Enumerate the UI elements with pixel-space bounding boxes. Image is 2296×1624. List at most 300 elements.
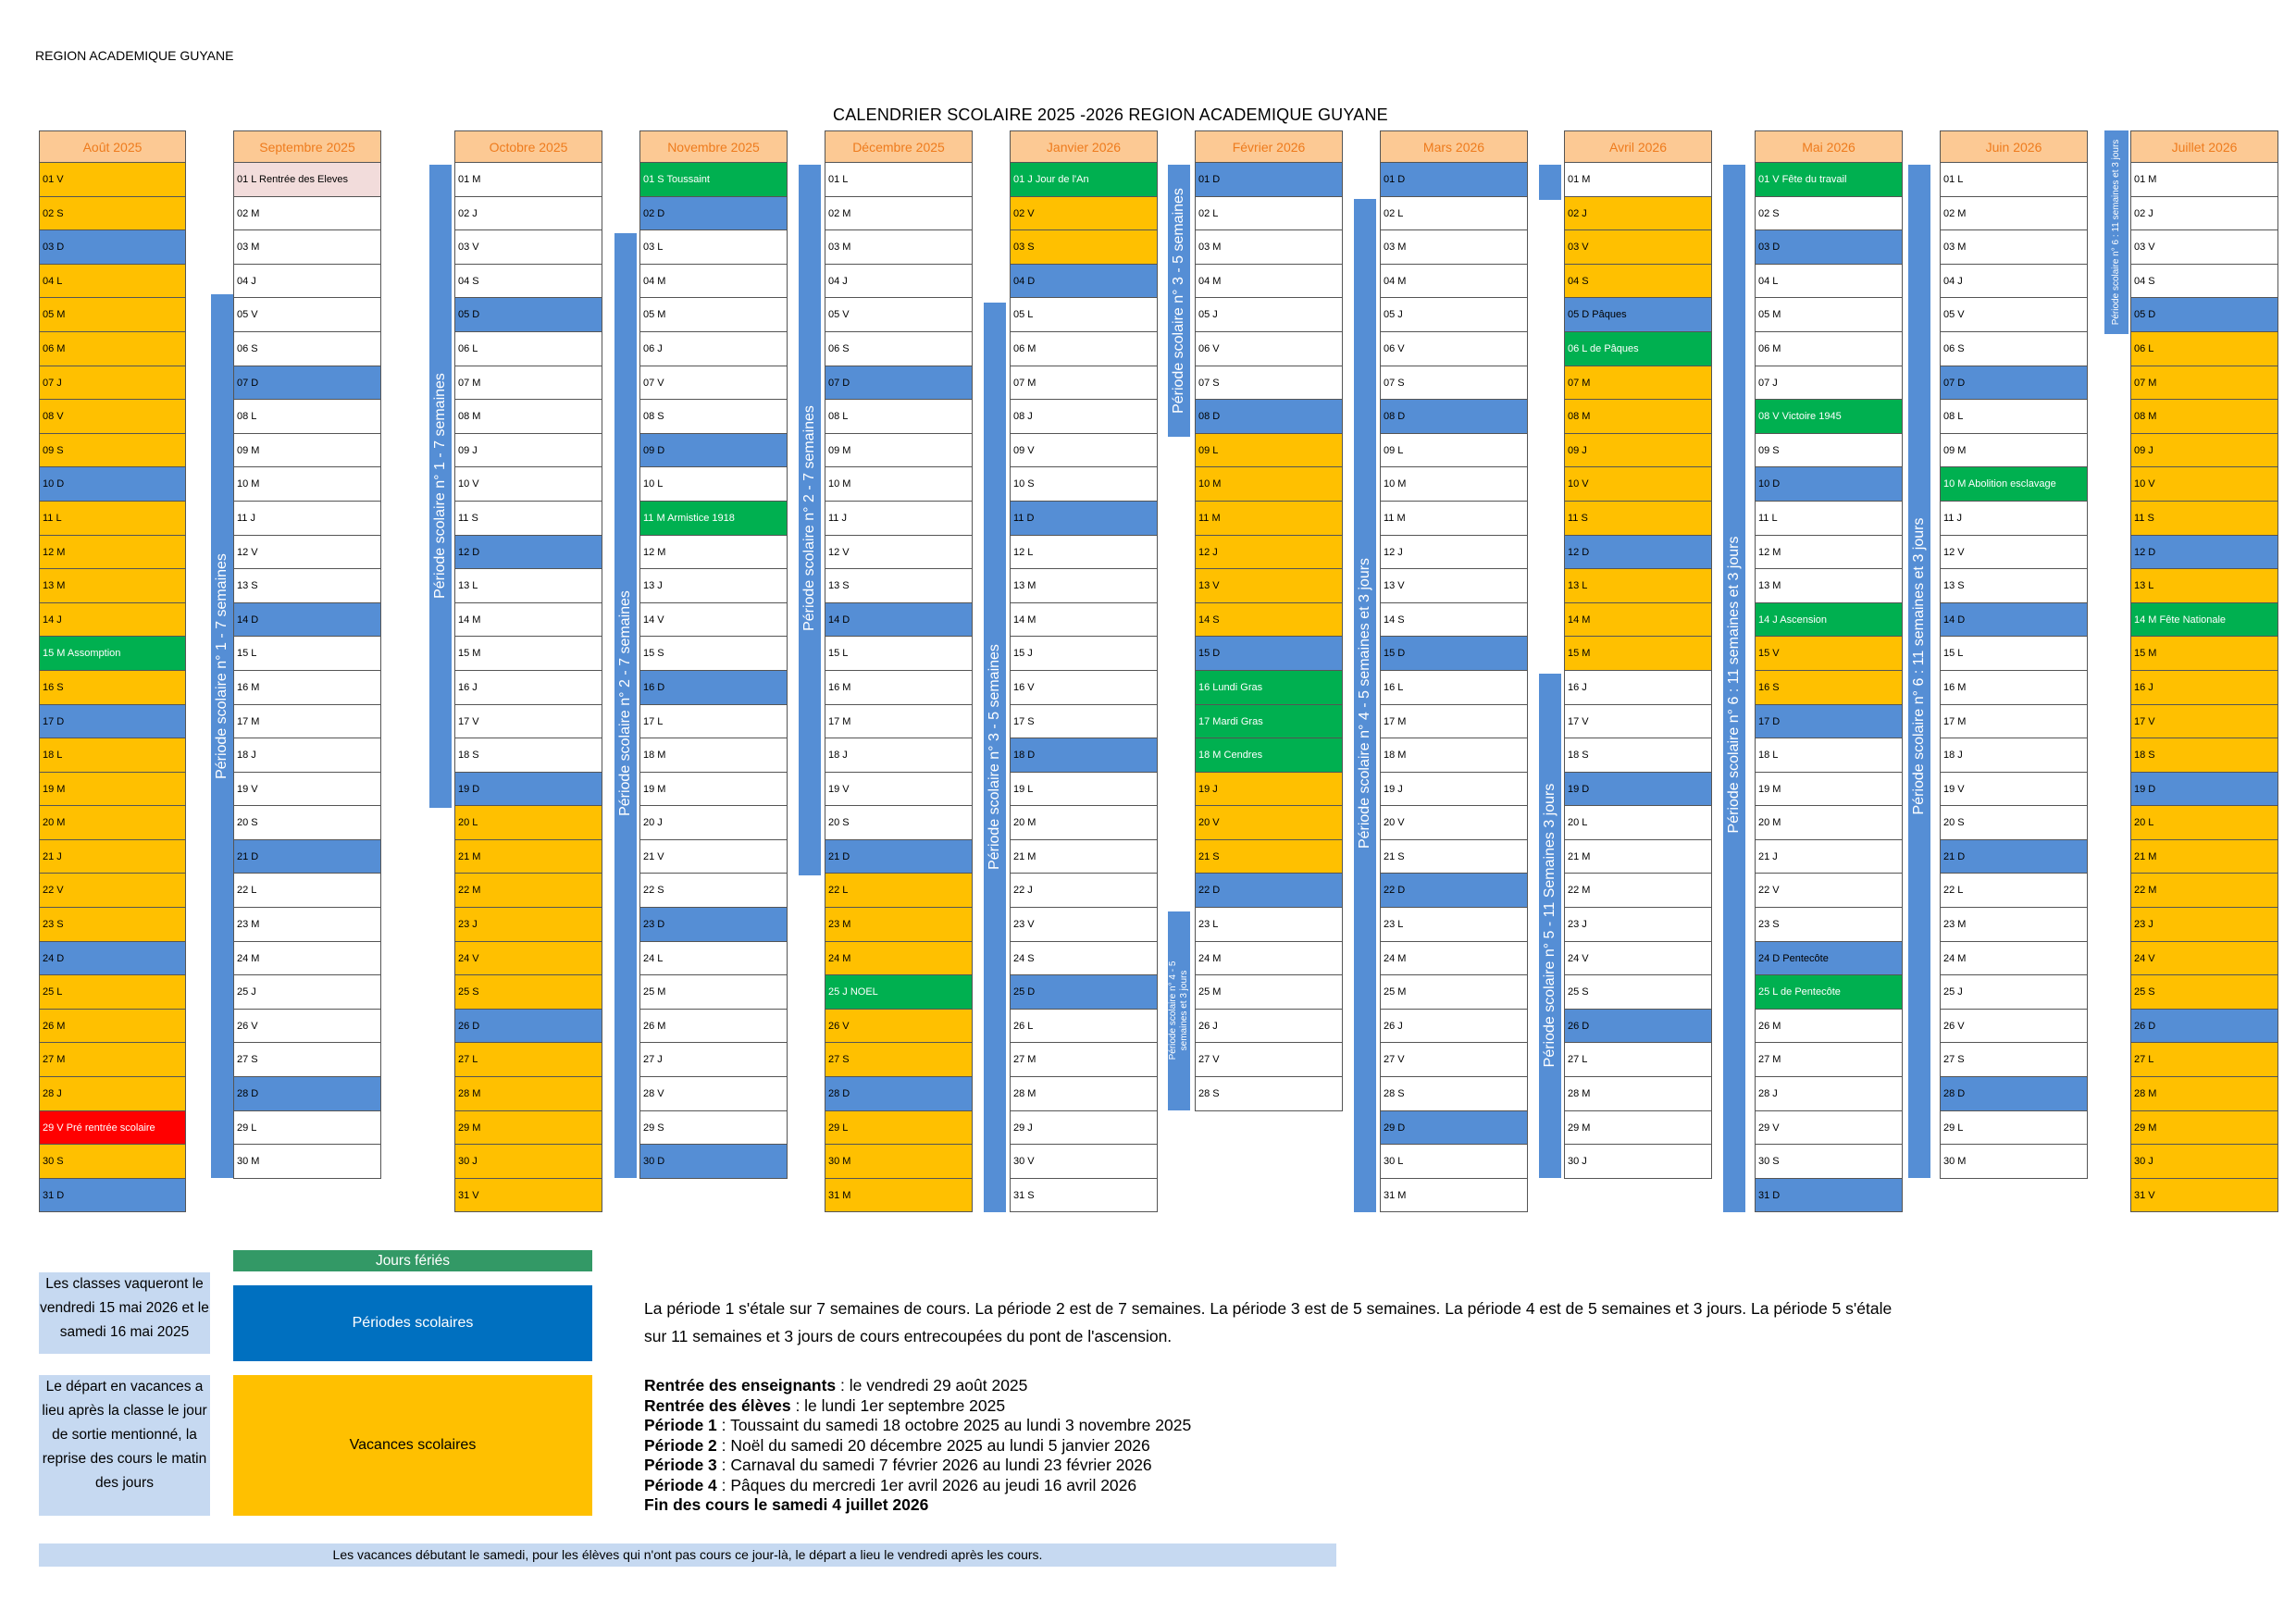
day-cell: 21 M: [1010, 840, 1158, 874]
day-cell: 26 D: [454, 1010, 602, 1044]
day-cell: 23 M: [1940, 908, 2088, 942]
day-cell: 21 J: [1755, 840, 1903, 874]
day-cell: 05 D: [454, 298, 602, 332]
day-cell: 03 M: [1195, 230, 1343, 265]
day-cell: 24 M: [825, 942, 973, 976]
day-cell: 02 S: [1755, 197, 1903, 231]
day-cell: 08 L: [1940, 400, 2088, 434]
day-cell: 02 S: [39, 197, 186, 231]
day-cell: 21 S: [1195, 840, 1343, 874]
day-cell: 28 S: [1195, 1077, 1343, 1111]
day-cell: 23 M: [825, 908, 973, 942]
day-cell: 31 M: [1380, 1179, 1528, 1213]
day-cell: 18 J: [1940, 738, 2088, 773]
info-line: [644, 1495, 1755, 1516]
day-cell: 07 D: [233, 366, 381, 401]
day-cell: 21 D: [825, 840, 973, 874]
day-cell: 17 V: [1564, 705, 1712, 739]
day-cell: 10 D: [39, 467, 186, 502]
day-cell: 12 D: [454, 536, 602, 570]
day-cell: 04 M: [639, 265, 788, 299]
day-cell: 27 S: [825, 1043, 973, 1077]
day-cell: 19 D: [1564, 773, 1712, 807]
day-cell: 26 M: [639, 1010, 788, 1044]
info-line-label: Rentrée des élèves: [644, 1395, 791, 1415]
day-cell: 07 V: [639, 366, 788, 401]
day-cell: 06 L de Pâques: [1564, 332, 1712, 366]
day-cell: 15 M Assomption: [39, 637, 186, 671]
month-header: Août 2025: [39, 130, 186, 163]
day-cell: 17 V: [454, 705, 602, 739]
day-cell: 15 M: [1564, 637, 1712, 671]
day-cell: 24 M: [1940, 942, 2088, 976]
day-cell: 26 M: [39, 1010, 186, 1044]
day-cell: 20 V: [1380, 806, 1528, 840]
day-cell: 03 M: [1380, 230, 1528, 265]
day-cell: 12 L: [1010, 536, 1158, 570]
day-cell: 27 M: [1755, 1043, 1903, 1077]
day-cell: 12 D: [1564, 536, 1712, 570]
day-cell: 05 L: [1010, 298, 1158, 332]
day-cell: 13 V: [1380, 569, 1528, 603]
day-cell: 16 D: [639, 671, 788, 705]
day-cell: 07 D: [1940, 366, 2088, 401]
day-cell: 01 M: [454, 163, 602, 197]
month-column: [233, 130, 381, 1179]
day-cell: 15 M: [454, 637, 602, 671]
day-cell: 27 S: [1940, 1043, 2088, 1077]
month-header: Septembre 2025: [233, 130, 381, 163]
month-header: Mai 2026: [1755, 130, 1903, 163]
day-cell: 14 S: [1380, 603, 1528, 638]
day-cell: 08 D: [1380, 400, 1528, 434]
day-cell: 07 J: [39, 366, 186, 401]
day-cell: 27 V: [1380, 1043, 1528, 1077]
day-cell: 10 V: [454, 467, 602, 502]
day-cell: 13 S: [233, 569, 381, 603]
day-cell: 08 S: [639, 400, 788, 434]
day-cell: 29 S: [639, 1111, 788, 1146]
day-cell: 03 M: [233, 230, 381, 265]
day-cell: 22 M: [1564, 874, 1712, 908]
day-cell: 10 M Abolition esclavage: [1940, 467, 2088, 502]
day-cell: 20 L: [2130, 806, 2278, 840]
day-cell: 03 V: [2130, 230, 2278, 265]
day-cell: 18 M: [639, 738, 788, 773]
day-cell: 24 D: [39, 942, 186, 976]
day-cell: 04 J: [825, 265, 973, 299]
day-cell: 08 M: [454, 400, 602, 434]
day-cell: 06 V: [1380, 332, 1528, 366]
day-cell: 26 J: [1380, 1010, 1528, 1044]
day-cell: 17 Mardi Gras: [1195, 705, 1343, 739]
day-cell: 16 M: [233, 671, 381, 705]
note-classes: Les classes vaqueront le vendredi 15 mai 2026 et le samedi 16 mai 2025: [39, 1272, 210, 1354]
day-cell: 30 J: [1564, 1145, 1712, 1179]
day-cell: 28 M: [1564, 1077, 1712, 1111]
day-cell: 02 J: [454, 197, 602, 231]
period-label-1b: Période scolaire n° 1 - 7 semaines: [432, 373, 448, 599]
day-cell: 09 J: [2130, 434, 2278, 468]
day-cell: 09 D: [639, 434, 788, 468]
month-header: Décembre 2025: [825, 130, 973, 163]
day-cell: 06 M: [1010, 332, 1158, 366]
day-cell: 04 J: [233, 265, 381, 299]
day-cell: 01 L: [825, 163, 973, 197]
day-cell: 28 J: [1755, 1077, 1903, 1111]
day-cell: 10 M: [825, 467, 973, 502]
day-cell: 05 M: [639, 298, 788, 332]
day-cell: 31 M: [825, 1179, 973, 1213]
day-cell: 30 M: [233, 1145, 381, 1179]
day-cell: 30 V: [1010, 1145, 1158, 1179]
day-cell: 01 M: [2130, 163, 2278, 197]
day-cell: 26 L: [1010, 1010, 1158, 1044]
day-cell: 28 V: [639, 1077, 788, 1111]
day-cell: 11 M: [1195, 502, 1343, 536]
day-cell: 04 S: [1564, 265, 1712, 299]
day-cell: 11 L: [1755, 502, 1903, 536]
period-label-1a: Période scolaire n° 1 - 7 semaines: [214, 553, 230, 779]
day-cell: 07 S: [1195, 366, 1343, 401]
day-cell: 12 J: [1195, 536, 1343, 570]
day-cell: 17 D: [39, 705, 186, 739]
day-cell: 20 J: [639, 806, 788, 840]
day-cell: 10 M: [1380, 467, 1528, 502]
day-cell: 12 D: [2130, 536, 2278, 570]
day-cell: 03 M: [825, 230, 973, 265]
day-cell: 25 S: [2130, 975, 2278, 1010]
day-cell: 22 V: [1755, 874, 1903, 908]
day-cell: 25 M: [1380, 975, 1528, 1010]
period-label-6c: Période scolaire n° 6 : 11 semaines et 3 jours: [2111, 139, 2121, 326]
day-cell: 25 S: [1564, 975, 1712, 1010]
day-cell: 07 M: [454, 366, 602, 401]
day-cell: 27 L: [454, 1043, 602, 1077]
day-cell: 12 M: [1755, 536, 1903, 570]
day-cell: 13 V: [1195, 569, 1343, 603]
day-cell: 01 D: [1380, 163, 1528, 197]
day-cell: 04 S: [454, 265, 602, 299]
day-cell: 02 L: [1195, 197, 1343, 231]
day-cell: 22 M: [2130, 874, 2278, 908]
day-cell: 28 S: [1380, 1077, 1528, 1111]
day-cell: 09 J: [454, 434, 602, 468]
month-header: Novembre 2025: [639, 130, 788, 163]
day-cell: 08 D: [1195, 400, 1343, 434]
day-cell: 13 M: [39, 569, 186, 603]
day-cell: 13 J: [639, 569, 788, 603]
day-cell: 05 V: [233, 298, 381, 332]
day-cell: 06 M: [39, 332, 186, 366]
day-cell: 17 M: [233, 705, 381, 739]
day-cell: 06 S: [233, 332, 381, 366]
day-cell: 04 L: [39, 265, 186, 299]
day-cell: 16 J: [1564, 671, 1712, 705]
day-cell: 20 L: [1564, 806, 1712, 840]
day-cell: 26 V: [1940, 1010, 2088, 1044]
day-cell: 03 L: [639, 230, 788, 265]
day-cell: 14 M: [1564, 603, 1712, 638]
month-header: Avril 2026: [1564, 130, 1712, 163]
day-cell: 02 J: [2130, 197, 2278, 231]
day-cell: 06 M: [1755, 332, 1903, 366]
day-cell: 18 D: [1010, 738, 1158, 773]
day-cell: 03 S: [1010, 230, 1158, 265]
period-label-5a: Période scolaire n° 5 - 11 Semaines 3 jours: [1542, 783, 1558, 1068]
day-cell: 08 M: [2130, 400, 2278, 434]
day-cell: 30 M: [825, 1145, 973, 1179]
day-cell: 14 M Fête Nationale: [2130, 603, 2278, 638]
day-cell: 20 L: [454, 806, 602, 840]
day-cell: 05 D: [2130, 298, 2278, 332]
day-cell: 19 D: [454, 773, 602, 807]
month-column: [1940, 130, 2088, 1179]
day-cell: 15 D: [1195, 637, 1343, 671]
day-cell: 03 V: [454, 230, 602, 265]
day-cell: 07 M: [2130, 366, 2278, 401]
day-cell: 06 S: [825, 332, 973, 366]
day-cell: 17 S: [1010, 705, 1158, 739]
day-cell: 31 S: [1010, 1179, 1158, 1213]
day-cell: 26 M: [1755, 1010, 1903, 1044]
day-cell: 13 L: [1564, 569, 1712, 603]
day-cell: 20 M: [39, 806, 186, 840]
day-cell: 22 J: [1010, 874, 1158, 908]
info-line-text: : Noël du samedi 20 décembre 2025 au lundi 5 janvier 2026: [716, 1435, 1150, 1455]
day-cell: 17 D: [1755, 705, 1903, 739]
day-cell: 09 M: [233, 434, 381, 468]
day-cell: 27 L: [1564, 1043, 1712, 1077]
day-cell: 30 S: [39, 1145, 186, 1179]
info-line: [644, 1396, 1755, 1417]
day-cell: 25 M: [1195, 975, 1343, 1010]
day-cell: 22 L: [825, 874, 973, 908]
day-cell: 23 J: [1564, 908, 1712, 942]
day-cell: 23 J: [2130, 908, 2278, 942]
day-cell: 08 J: [1010, 400, 1158, 434]
day-cell: 15 L: [825, 637, 973, 671]
day-cell: 14 S: [1195, 603, 1343, 638]
day-cell: 19 D: [2130, 773, 2278, 807]
day-cell: 22 D: [1380, 874, 1528, 908]
day-cell: 30 M: [1940, 1145, 2088, 1179]
day-cell: 28 D: [1940, 1077, 2088, 1111]
day-cell: 14 V: [639, 603, 788, 638]
day-cell: 05 M: [1755, 298, 1903, 332]
day-cell: 14 M: [1010, 603, 1158, 638]
day-cell: 18 J: [233, 738, 381, 773]
day-cell: 07 M: [1010, 366, 1158, 401]
day-cell: 12 V: [825, 536, 973, 570]
day-cell: 06 L: [2130, 332, 2278, 366]
day-cell: 21 M: [454, 840, 602, 874]
day-cell: 11 S: [2130, 502, 2278, 536]
day-cell: 18 J: [825, 738, 973, 773]
month-column: [1564, 130, 1712, 1179]
day-cell: 23 D: [639, 908, 788, 942]
day-cell: 10 L: [639, 467, 788, 502]
info-line-text: : Pâques du mercredi 1er avril 2026 au jeudi 16 avril 2026: [716, 1475, 1137, 1494]
day-cell: 24 V: [1564, 942, 1712, 976]
day-cell: 04 J: [1940, 265, 2088, 299]
day-cell: 25 L: [39, 975, 186, 1010]
month-column: [1380, 130, 1528, 1212]
day-cell: 19 M: [1755, 773, 1903, 807]
day-cell: 11 J: [825, 502, 973, 536]
day-cell: 21 M: [1564, 840, 1712, 874]
period-label-4b: Période scolaire n° 4 - 5 semaines et 3 jours: [1357, 557, 1372, 849]
day-cell: 06 J: [639, 332, 788, 366]
day-cell: 16 M: [1940, 671, 2088, 705]
day-cell: 27 M: [39, 1043, 186, 1077]
day-cell: 19 J: [1380, 773, 1528, 807]
page-title: CALENDRIER SCOLAIRE 2025 -2026 REGION ACADEMIQUE GUYANE: [833, 105, 1388, 124]
info-paragraph: [644, 1295, 2088, 1350]
day-cell: 15 L: [1940, 637, 2088, 671]
day-cell: 05 J: [1380, 298, 1528, 332]
day-cell: 02 M: [825, 197, 973, 231]
day-cell: 02 M: [233, 197, 381, 231]
day-cell: 03 D: [1755, 230, 1903, 265]
day-cell: 30 D: [639, 1145, 788, 1179]
info-line-text: : Toussaint du samedi 18 octobre 2025 au lundi 3 novembre 2025: [716, 1416, 1192, 1434]
note-departure: Le départ en vacances a lieu après la classe le jour de sortie mentionné, la reprise des cours le matin des jours: [39, 1375, 210, 1516]
day-cell: 31 D: [39, 1179, 186, 1213]
day-cell: 10 V: [2130, 467, 2278, 502]
info-line-label: Période 1: [644, 1416, 717, 1434]
month-column: [825, 130, 973, 1212]
region-label: REGION ACADEMIQUE GUYANE: [35, 48, 234, 63]
day-cell: 25 S: [454, 975, 602, 1010]
day-cell: 16 J: [454, 671, 602, 705]
day-cell: 24 V: [2130, 942, 2278, 976]
day-cell: 22 L: [1940, 874, 2088, 908]
day-cell: 14 D: [825, 603, 973, 638]
day-cell: 08 V: [39, 400, 186, 434]
day-cell: 24 S: [1010, 942, 1158, 976]
day-cell: 15 S: [639, 637, 788, 671]
month-column: [1010, 130, 1158, 1212]
day-cell: 02 L: [1380, 197, 1528, 231]
info-line-label: Période 4: [644, 1475, 717, 1494]
day-cell: 10 V: [1564, 467, 1712, 502]
day-cell: 08 M: [1564, 400, 1712, 434]
period-label-6b: Période scolaire n° 6 : 11 semaines et 3 jours: [1911, 517, 1927, 815]
day-cell: 04 S: [2130, 265, 2278, 299]
day-cell: 31 V: [2130, 1179, 2278, 1213]
day-cell: 19 L: [1010, 773, 1158, 807]
info-line-label: Rentrée des enseignants: [644, 1376, 837, 1395]
day-cell: 22 D: [1195, 874, 1343, 908]
day-cell: 01 V: [39, 163, 186, 197]
info-lines: [644, 1376, 1755, 1516]
period-label-6a: Période scolaire n° 6 : 11 semaines et 3 jours: [1726, 536, 1742, 834]
day-cell: 18 S: [1564, 738, 1712, 773]
day-cell: 09 V: [1010, 434, 1158, 468]
day-cell: 21 D: [1940, 840, 2088, 874]
day-cell: 02 J: [1564, 197, 1712, 231]
day-cell: 11 S: [454, 502, 602, 536]
day-cell: 23 V: [1010, 908, 1158, 942]
day-cell: 13 S: [825, 569, 973, 603]
month-column: [1755, 130, 1903, 1212]
day-cell: 08 V Victoire 1945: [1755, 400, 1903, 434]
day-cell: 10 M: [1195, 467, 1343, 502]
day-cell: 22 V: [39, 874, 186, 908]
period-label-3b: Période scolaire n° 3 - 5 semaines: [1171, 188, 1186, 414]
day-cell: 29 M: [2130, 1111, 2278, 1146]
day-cell: 06 V: [1195, 332, 1343, 366]
day-cell: 20 V: [1195, 806, 1343, 840]
day-cell: 19 M: [639, 773, 788, 807]
day-cell: 05 V: [825, 298, 973, 332]
day-cell: 30 S: [1755, 1145, 1903, 1179]
month-column: [454, 130, 602, 1212]
day-cell: 17 M: [1380, 705, 1528, 739]
day-cell: 25 D: [1010, 975, 1158, 1010]
day-cell: 13 L: [454, 569, 602, 603]
day-cell: 03 D: [39, 230, 186, 265]
day-cell: 09 S: [1755, 434, 1903, 468]
day-cell: 09 L: [1380, 434, 1528, 468]
info-line-text: : le lundi 1er septembre 2025: [790, 1395, 1006, 1415]
day-cell: 14 M: [454, 603, 602, 638]
day-cell: 26 D: [1564, 1010, 1712, 1044]
day-cell: 18 M Cendres: [1195, 738, 1343, 773]
day-cell: 12 V: [1940, 536, 2088, 570]
info-line-label: Période 3: [644, 1456, 717, 1474]
day-cell: 19 J: [1195, 773, 1343, 807]
day-cell: 16 M: [825, 671, 973, 705]
day-cell: 27 V: [1195, 1043, 1343, 1077]
day-cell: 26 D: [2130, 1010, 2278, 1044]
day-cell: 22 L: [233, 874, 381, 908]
day-cell: 19 V: [825, 773, 973, 807]
day-cell: 04 M: [1195, 265, 1343, 299]
day-cell: 28 D: [825, 1077, 973, 1111]
day-cell: 26 J: [1195, 1010, 1343, 1044]
day-cell: 21 V: [639, 840, 788, 874]
day-cell: 21 M: [2130, 840, 2278, 874]
day-cell: 11 J: [1940, 502, 2088, 536]
day-cell: 22 M: [454, 874, 602, 908]
day-cell: 08 L: [825, 400, 973, 434]
day-cell: 06 L: [454, 332, 602, 366]
day-cell: 21 S: [1380, 840, 1528, 874]
day-cell: 14 D: [233, 603, 381, 638]
day-cell: 17 V: [2130, 705, 2278, 739]
day-cell: 29 L: [825, 1111, 973, 1146]
day-cell: 28 J: [39, 1077, 186, 1111]
day-cell: 21 J: [39, 840, 186, 874]
day-cell: 27 J: [639, 1043, 788, 1077]
day-cell: 23 J: [454, 908, 602, 942]
day-cell: 10 D: [1755, 467, 1903, 502]
day-cell: 16 J: [2130, 671, 2278, 705]
day-cell: 01 D: [1195, 163, 1343, 197]
day-cell: 09 M: [825, 434, 973, 468]
day-cell: 15 D: [1380, 637, 1528, 671]
day-cell: 28 M: [454, 1077, 602, 1111]
month-header: Janvier 2026: [1010, 130, 1158, 163]
day-cell: 04 D: [1010, 265, 1158, 299]
period-label-2b: Période scolaire n° 2 - 7 semaines: [801, 405, 817, 631]
period-bar-5a-top: [1539, 165, 1561, 200]
day-cell: 09 L: [1195, 434, 1343, 468]
month-header: Octobre 2025: [454, 130, 602, 163]
day-cell: 19 M: [39, 773, 186, 807]
